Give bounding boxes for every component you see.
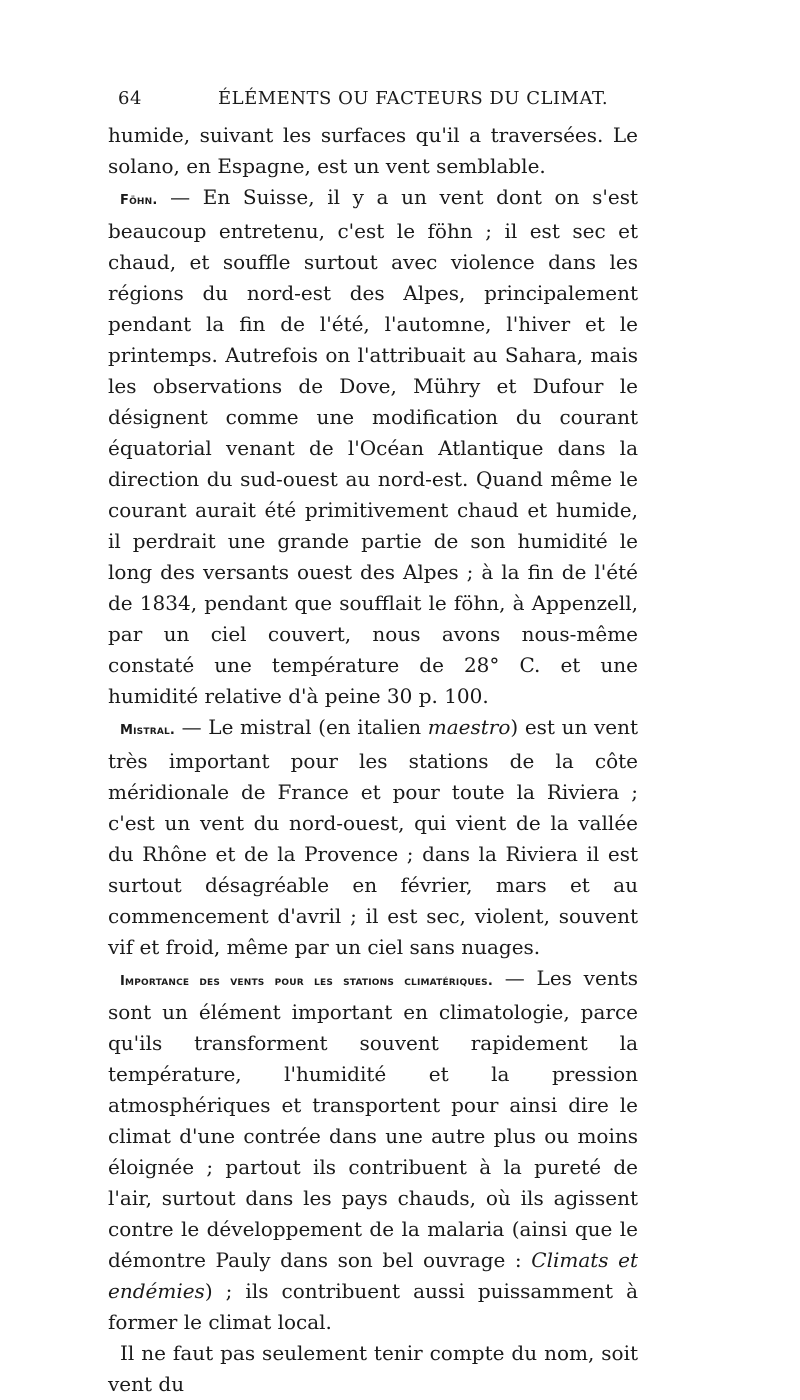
running-title: ÉLÉMENTS OU FACTEURS DU CLIMAT. [218, 88, 609, 109]
italic-book-title: Climats et endémies [108, 1248, 639, 1303]
paragraph-mistral-body-a: — Le mistral (en italien [175, 715, 428, 739]
section-lead-mistral: Mistral. [120, 723, 176, 738]
paragraph-fohn-body: — En Suisse, il y a un vent dont on s'est beaucoup entretenu, c'est le föhn ; il est sec et chaud, et souffle surtout avec violence dans les régions du nord-est des Alpes, principalement pendant la fin de l'été, l'automne, l'hiver et le printemps. Autrefois on l'attribuait au Sahara, mais les observations de Dove, Mühry et Dufour le désignent comme une modification du courant équatorial venant de l'Océan Atlantique dans la direction du sud-ouest au nord-est. Quand même le courant aurait été primitivement chaud et humide, il perdrait une grande partie de son humidité le long des versants ouest des Alpes ; à la fin de l'été de 1834, pendant que soufflait le föhn, à Appenzell, par un ciel couvert, nous avons nous-même constaté une température de 28° C. et une humidité relative d'à peine 30 p. 100. [108, 185, 638, 708]
paragraph-final: Il ne faut pas seulement tenir compte du nom, soit vent du [108, 1341, 638, 1396]
paragraph-mistral [108, 712, 638, 963]
paragraph-importance-body-a: — Les vents sont un élément important en climatologie, parce qu'ils transforment souvent rapidement la température, l'humidité et la pression atmosphériques et transportent pour ainsi dire le climat d'une contrée dans une autre plus ou moins éloignée ; partout ils contribuent à la pureté de l'air, surtout dans les pays chauds, où ils agissent contre le développement de la malaria (ainsi que le démontre Pauly dans son bel ouvrage : [108, 966, 638, 1272]
paragraph-importance [108, 963, 638, 1338]
paragraph-mistral-body-b: ) est un vent très important pour les stations de la côte méridionale de France et pour toute la Riviera ; c'est un vent du nord-ouest, qui vient de la vallée du Rhône et de la Provence ; dans la Riviera il est surtout désagréable en février, mars et au commencement d'avril ; il est sec, violent, souvent vif et froid, même par un ciel sans nuages. [108, 715, 638, 959]
running-header [118, 88, 638, 118]
paragraph-continuation: humide, suivant les surfaces qu'il a traversées. Le solano, en Espagne, est un vent semblable. [108, 123, 638, 178]
section-lead-fohn: Föhn. [120, 193, 158, 208]
body-text [108, 120, 638, 1400]
section-lead-importance: Importance des vents pour les stations climatériques. [120, 974, 494, 989]
italic-maestro: maestro [427, 715, 511, 739]
page-number: 64 [118, 88, 142, 109]
paragraph-fohn [108, 182, 638, 712]
paragraph-importance-body-b: ) ; ils contribuent aussi puissamment à former le climat local. [108, 1279, 638, 1334]
